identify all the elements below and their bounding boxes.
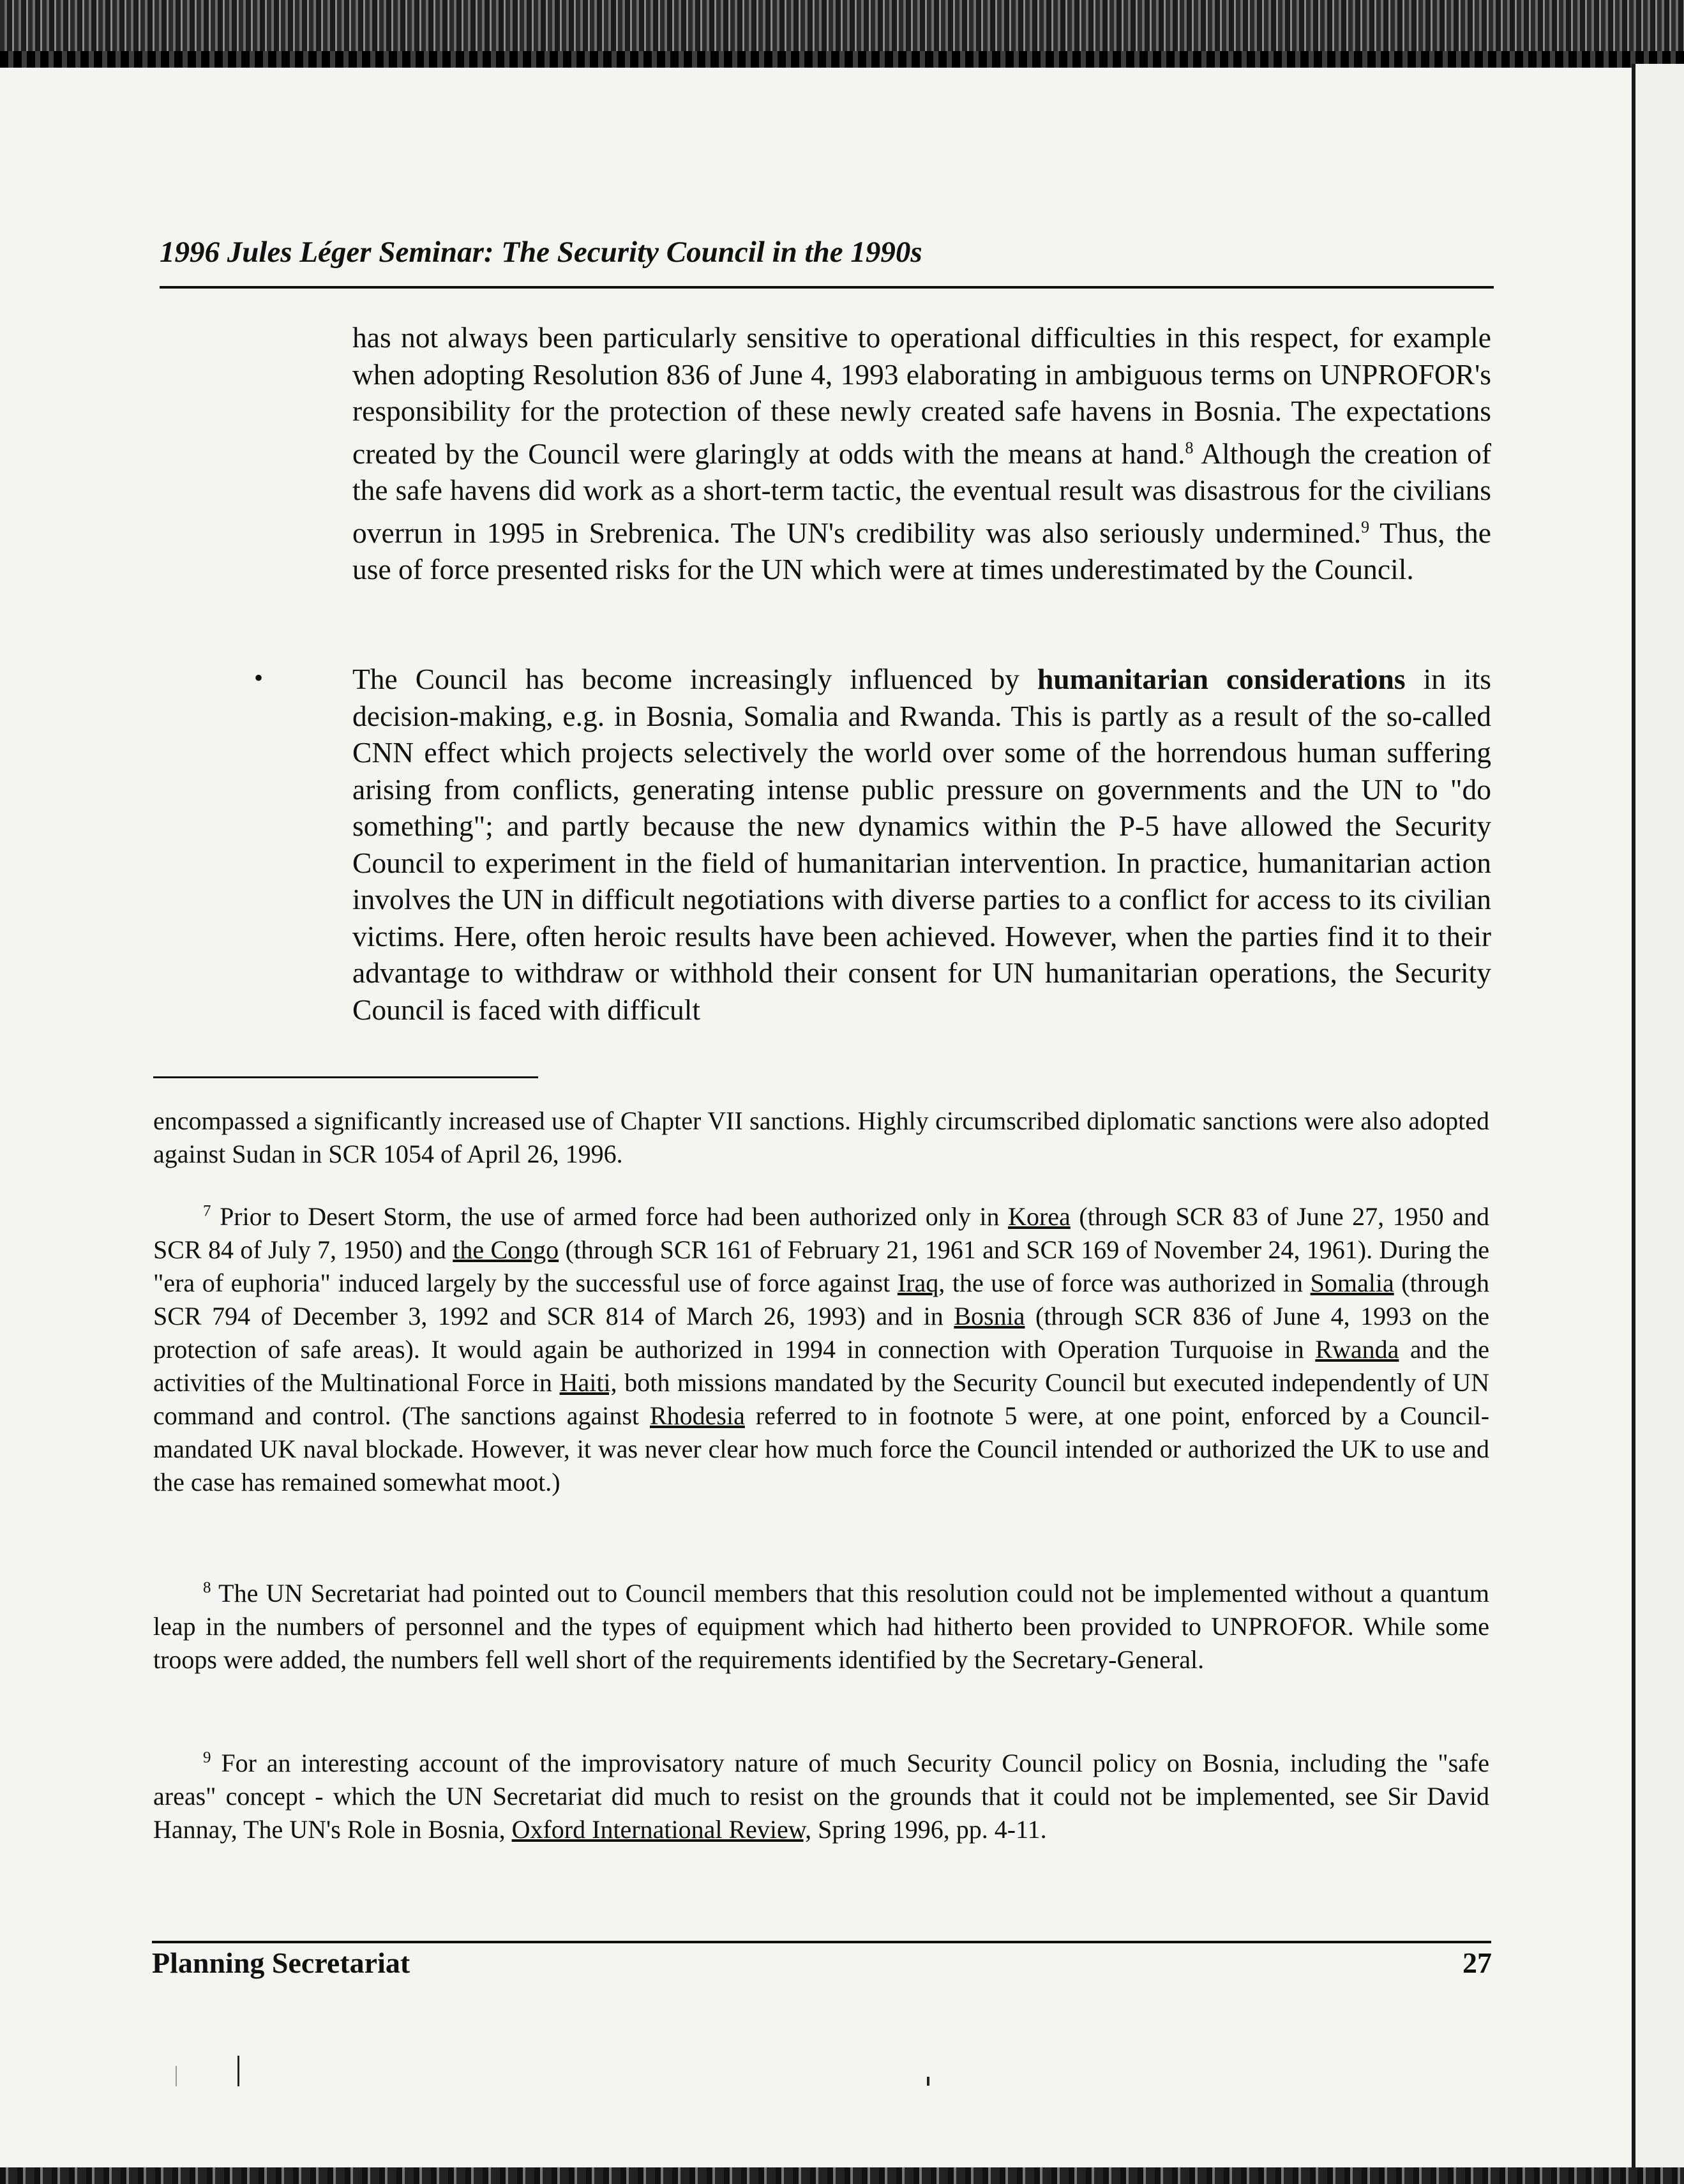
footnote-7-text: both missions mandated by the Security Council but executed independently of UN command and control. (The sanctions against xyxy=(153,1368,1490,1430)
footnote-7-text: (through SCR 83 of June 27, 1950 and SCR 84 of July 7, 1950) and xyxy=(153,1202,1489,1264)
footer-department: Planning Secretariat xyxy=(152,1947,410,1979)
footnote-9-text: For an interesting account of the improvisatory nature of much Security Council policy on Bosnia, including the "safe areas" concept - which the UN Secretariat did much to resist on the grounds that it could not be implemented, see Sir David Hannay, The UN's Role in Bosnia, xyxy=(153,1749,1490,1844)
footnote-7-haiti: Haiti, xyxy=(559,1368,617,1397)
footnote-separator xyxy=(153,1076,538,1078)
paragraph-2-text-a: The Council has become increasingly influenced by xyxy=(352,663,1019,695)
footnote-9 xyxy=(153,1747,1489,1846)
footnote-7-somalia: Somalia xyxy=(1310,1269,1394,1297)
footnote-7-number: 7 xyxy=(203,1202,211,1220)
footnote-7 xyxy=(153,1200,1489,1499)
scan-edge-right xyxy=(1632,64,1684,2184)
paragraph-2-emphasis: humanitarian considerations xyxy=(1037,663,1406,695)
scan-edge-bottom xyxy=(0,2167,1684,2184)
header-rule xyxy=(160,286,1494,289)
footnote-7-korea: Korea xyxy=(1008,1202,1071,1231)
footnote-ref-9: 9 xyxy=(1361,517,1370,536)
running-header: 1996 Jules Léger Seminar: The Security Council in the 1990s xyxy=(160,236,922,269)
scan-speck xyxy=(237,2056,239,2086)
paragraph-2-text-b: in its decision-making, e.g. in Bosnia, Somalia and Rwanda. This is partly as a result of the so-called CNN effect which projects selectively the world over some of the horrendous human suffering arising from conflicts, generating intense public pressure on governments and the UN to "do something"; and partly because the new dynamics within the P-5 have allowed the Security Council to experiment in the field of humanitarian intervention. In practice, humanitarian action involves the UN in difficult negotiations with diverse parties to a conflict for access to its civilian victims. Here, often heroic results have been achieved. However, when the parties find it to their advantage to withdraw or withhold their consent for UN humanitarian operations, the Security Council is faced with difficult xyxy=(352,663,1491,1026)
footnote-9-number: 9 xyxy=(203,1749,211,1766)
footer-rule xyxy=(152,1941,1491,1943)
body-paragraph-2 xyxy=(352,661,1491,1028)
footnote-ref-8: 8 xyxy=(1185,438,1194,457)
footnote-7-text: (through SCR 794 of December 3, 1992 and SCR 814 of March 26, 1993) and in xyxy=(153,1269,1490,1330)
paragraph-1-text-b: Although the creation of the safe havens did work as a short-term tactic, the eventual result was disastrous for the civilians overrun in 1995 in Srebrenica. The UN's credibility was also seriously undermined. xyxy=(352,437,1491,549)
body-paragraph-1 xyxy=(352,319,1491,588)
scan-edge-top xyxy=(0,0,1684,68)
scan-speck xyxy=(927,2077,929,2086)
paragraph-1-text-c: Thus, the use of force presented risks for the UN which were at times underestimated by the Council. xyxy=(352,516,1491,586)
footnote-7-text: and the activities of the Multinational Force in xyxy=(153,1335,1490,1397)
footnote-8-number: 8 xyxy=(203,1579,211,1597)
footnote-7-bosnia: Bosnia xyxy=(954,1302,1025,1330)
footnote-7-text: (through SCR 836 of June 4, 1993 on the protection of safe areas). It would again be authorized in 1994 in connection with Operation Turquoise in xyxy=(153,1302,1490,1364)
footnote-7-iraq: Iraq, xyxy=(897,1269,945,1297)
footnote-continued: encompassed a significantly increased use of Chapter VII sanctions. Highly circumscribed diplomatic sanctions were also adopted against Sudan in SCR 1054 of April 26, 1996. xyxy=(153,1106,1489,1168)
footnote-9-text: Spring 1996, pp. 4-11. xyxy=(818,1815,1047,1844)
footnote-7-congo: the Congo xyxy=(453,1235,559,1264)
scan-speck xyxy=(176,2066,177,2086)
footnote-7-text: Prior to Desert Storm, the use of armed force had been authorized only in xyxy=(220,1202,1000,1231)
footnote-9-journal: Oxford International Review, xyxy=(511,1815,812,1844)
footnote-8 xyxy=(153,1577,1489,1676)
footnote-7-text: (through SCR 161 of February 21, 1961 and SCR 169 of November 24, 1961). During the "era of euphoria" induced largely by the successful use of force against xyxy=(153,1235,1490,1297)
footnote-7-text: referred to in footnote 5 were, at one point, enforced by a Council-mandated UK naval blockade. However, it was never clear how much force the Council intended or authorized the UK to use and the case has remained somewhat moot.) xyxy=(153,1401,1490,1496)
footnote-8-text: The UN Secretariat had pointed out to Council members that this resolution could not be implemented without a quantum leap in the numbers of personnel and the types of equipment which had hitherto been provided to UNPROFOR. While some troops were added, the numbers fell well short of the requirements identified by the Secretary-General. xyxy=(153,1579,1489,1674)
paragraph-1-text-a: has not always been particularly sensitive to operational difficulties in this respect, for example when adopting Resolution 836 of June 4, 1993 elaborating in ambiguous terms on UNPROFOR's responsibility for the protection of these newly created safe havens in Bosnia. The expectations created by the Council were glaringly at odds with the means at hand. xyxy=(352,321,1491,470)
footnote-7-text: the use of force was authorized in xyxy=(952,1269,1304,1297)
page-number: 27 xyxy=(1462,1947,1492,1979)
bullet-marker: • xyxy=(254,663,264,692)
footnote-7-rhodesia: Rhodesia xyxy=(649,1401,745,1430)
footnote-7-rwanda: Rwanda xyxy=(1315,1335,1399,1364)
